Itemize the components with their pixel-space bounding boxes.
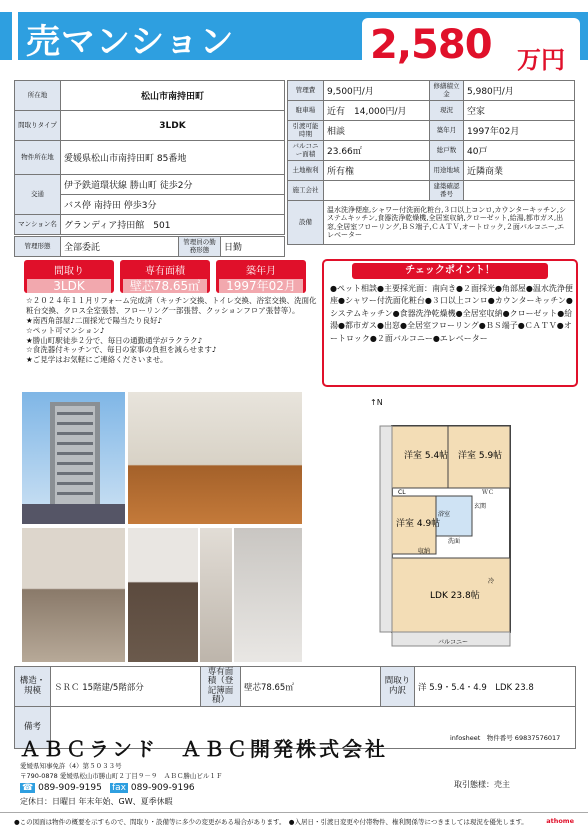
contractor-value [324, 181, 430, 201]
tel: 089-909-9195 [38, 783, 102, 793]
parking-value: 近有 14,000円/月 [324, 101, 430, 121]
badge-built-title: 築年月 [246, 266, 276, 277]
plan-label-balcony: バルコニー [438, 639, 469, 646]
repair-label: 修繕積立金 [430, 81, 464, 101]
spec-table-right [287, 80, 575, 245]
mgmt-fee-label: 管理費 [288, 81, 324, 101]
rooms-label: 間取り内訳 [381, 667, 415, 707]
remark-6: ★ご見学はお気軽にご連絡くださいませ。 [26, 355, 168, 365]
remark-1: ☆２０２４年１１月リフォーム完成済（キッチン交換、トイレ交換、浴室交換、洗面化粧台交換、クロス全室張替、フローリング一部張替、クッションフロア張替等）。 [26, 296, 317, 315]
badge-built [216, 260, 306, 293]
badge-layout-value: 3LDK [27, 279, 111, 293]
badge-area-title: 専有面積 [145, 266, 185, 277]
plan-label-wash: 洗面 [448, 538, 461, 545]
footer-text: ●この図面は物件の概要を示すもので、間取り・設備等に多少の変更がある場合があります。 ●入居日・引渡日変更や付帯物件、権利関係等につきましては現況を優先します。 [14, 818, 528, 826]
plan-label-bath: 浴室 [438, 511, 451, 518]
company-block [14, 731, 576, 825]
header [0, 0, 588, 78]
room-label-2: 洋室 5.9帖 [458, 451, 503, 461]
built-value: 1997年02月 [464, 121, 575, 141]
handover-label: 引渡可能時期 [288, 121, 324, 141]
plan-label-entrance: 玄関 [474, 503, 487, 510]
mgmt-work-value: 日勤 [221, 237, 285, 257]
price: 2,580 [370, 22, 492, 68]
area-label: 専有面積（登記簿面積） [201, 667, 241, 707]
badge-area [120, 260, 210, 293]
zoning-label: 用途地域 [430, 161, 464, 181]
cert-label: 建築確認番号 [430, 181, 464, 201]
plan-label-cl: CL [398, 489, 406, 496]
mgmt-fee-value: 9,500円/月 [324, 81, 430, 101]
transport-2: バス停 南持田 停歩3分 [61, 195, 285, 215]
floor-plan [378, 398, 578, 662]
units-value: 40戸 [464, 141, 575, 161]
plan-label-fridge: 冷 [488, 578, 495, 585]
building-icon [22, 392, 125, 524]
transport-1: 伊予鉄道環状線 勝山町 徒歩2分 [61, 175, 285, 195]
room-label-1: 洋室 5.4帖 [404, 451, 449, 461]
floor-plan-drawing [378, 398, 578, 662]
trade [454, 779, 510, 790]
company-license: 愛媛県知事免許（4）第５０３３号 [20, 762, 122, 770]
mansion-value: グランディア持田館 501 [61, 215, 285, 235]
footer-brand: athome [546, 817, 574, 825]
badge-area-value: 壁芯78.65㎡ [123, 279, 207, 293]
struct-value: ＳＲＣ 15階建/5階部分 [51, 667, 201, 707]
note-label: 備考 [15, 707, 51, 749]
mansion-label: マンション名 [15, 215, 61, 235]
parking-label: 駐車場 [288, 101, 324, 121]
plan-label-wc: ＷＣ [482, 489, 495, 496]
plan-label-storage: 収納 [418, 548, 431, 555]
footer [0, 812, 588, 832]
remarks [26, 296, 322, 365]
location-label: 所在地 [15, 81, 61, 111]
holiday: 定休日：日曜日 年末年始、GW、夏季休暇 [20, 797, 173, 806]
check-body: ●ペット相談●主要採光面：南向き●２面採光●角部屋●温水洗浄便座●シャワー付洗面化粧台●３口以上コンロ●カウンターキッチン●システムキッチン●食器洗浄乾燥機●全居室収納●クローゼット●給湯●都市ガス●出窓●全居室フローリング●ＢＳ端子●ＣＡＴＶ●オートロック●２面バルコニー●エレベーター [330, 284, 573, 343]
mgmt-form-label: 管理形態 [15, 237, 61, 257]
photo-building [22, 392, 125, 524]
mgmt-table [14, 236, 285, 257]
struct-label: 構造・規模 [15, 667, 51, 707]
mgmt-work-label: 管理員の勤務形態 [179, 237, 221, 257]
zoning-value: 近隣商業 [464, 161, 575, 181]
photo-kitchen-2 [22, 528, 125, 662]
status-label: 現況 [430, 101, 464, 121]
tel-icon: ☎ [22, 783, 34, 793]
photo-bathroom [234, 528, 302, 662]
layout-label: 間取りタイプ [15, 111, 61, 141]
infosheet: infosheet 物件番号 69837576017 [450, 734, 561, 742]
company-address: 〒790-0878 愛媛県松山市勝山町２丁目９－９ ＡＢＣ勝山ビル１Ｆ [20, 772, 223, 780]
contractor-label: 施工会社 [288, 181, 324, 201]
equip-label: 設備 [288, 201, 324, 245]
balcony-label: バルコニー面積 [288, 141, 324, 161]
remark-4: ★勝山町駅徒歩２分で、毎日の通勤通学がラクラク♪ [26, 335, 203, 345]
built-label: 築年月 [430, 121, 464, 141]
company-name: ＡＢＣランド ＡＢＣ開発株式会社 [20, 737, 388, 761]
mgmt-form-value: 全部委託 [61, 237, 179, 257]
fax: 089-909-9196 [130, 783, 195, 793]
address-label: 物件所在地 [15, 141, 61, 175]
repair-value: 5,980円/月 [464, 81, 575, 101]
location-value: 松山市南持田町 [61, 81, 285, 111]
remark-3: ☆ペット可マンション♪ [26, 325, 105, 335]
rooms-value: 洋 5.9・5.4・4.9 LDK 23.8 [415, 667, 576, 707]
status-value: 空家 [464, 101, 575, 121]
check-points [322, 259, 578, 387]
remark-5: ☆食洗器付キッチンで、毎日の家事の負担を減らせます♪ [26, 345, 217, 355]
land-value: 所有権 [324, 161, 430, 181]
units-label: 総戸数 [430, 141, 464, 161]
fax-icon: fax [112, 783, 127, 793]
trade-value: 売主 [494, 780, 510, 789]
cert-value [464, 181, 575, 201]
check-title: チェックポイント！ [352, 263, 548, 279]
price-unit: 万円 [517, 46, 565, 74]
page-title: 売マンション [26, 22, 235, 62]
photo-living [128, 392, 302, 524]
handover-value: 相談 [324, 121, 430, 141]
tel-row [20, 783, 102, 793]
header-stripe [12, 12, 18, 60]
badge-built-value: 1997年02月 [219, 279, 303, 293]
equip-value: 温水洗浄便座,シャワー付洗面化粧台,３口以上コンロ,カウンターキッチン,システムキッチン,食器洗浄乾燥機,全居室収納,クローゼット,給湯,都市ガス,出窓,全居室フローリング,ＢＳ端子,ＣＡＴＶ,オートロック,２面バルコニー,エレベーター [324, 201, 575, 245]
north-arrow-icon: ↑N [370, 398, 383, 407]
layout-value: 3LDK [61, 111, 285, 141]
badge-layout [24, 260, 114, 293]
spec-table-left [14, 80, 285, 235]
balcony-value: 23.66㎡ [324, 141, 430, 161]
badge-layout-title: 間取り [54, 266, 84, 277]
area-value: 壁芯78.65㎡ [241, 667, 381, 707]
land-label: 土地権利 [288, 161, 324, 181]
room-label-4: LDK 23.8帖 [430, 591, 480, 601]
address-value: 愛媛県松山市南持田町 85番地 [61, 141, 285, 175]
photo-kitchen [128, 528, 198, 662]
room-label-3: 洋室 4.9帖 [396, 519, 441, 529]
fax-row [110, 783, 195, 793]
photo-washroom [200, 528, 232, 662]
remark-2: ★南西角部屋♪二面採光で陽当たり良好♪ [26, 315, 163, 325]
trade-label: 取引態様： [454, 780, 494, 789]
transport-label: 交通 [15, 175, 61, 215]
